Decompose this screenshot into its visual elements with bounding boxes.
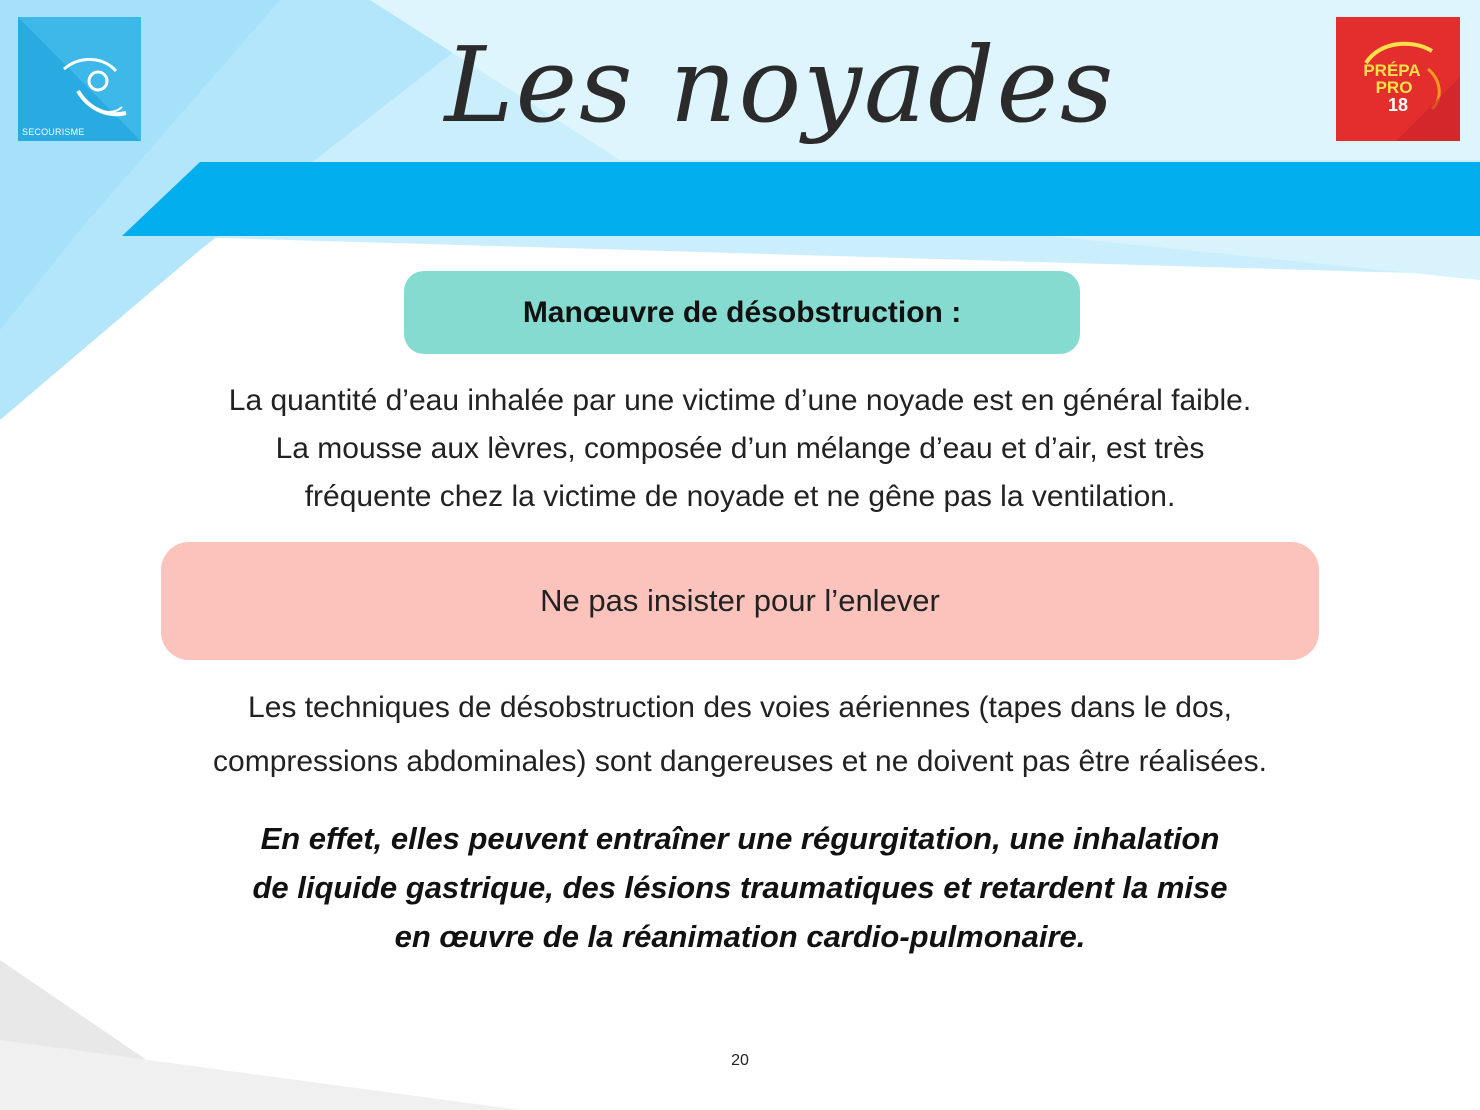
paragraph-2-line: compressions abdominales) sont dangereuses et ne doivent pas être réalisées.: [213, 745, 1267, 778]
paragraph-3-line: de liquide gastrique, des lésions traumatiques et retardent la mise: [252, 870, 1228, 905]
warning-note-box: [161, 542, 1319, 660]
paragraph-3-emphasis: [150, 814, 1330, 961]
secourisme-label: SECOURISME: [22, 127, 85, 137]
paragraph-1-line: fréquente chez la victime de noyade et ne gêne pas la ventilation.: [304, 480, 1176, 513]
section-heading-box: [404, 271, 1080, 354]
logo-line-18: 18: [1387, 95, 1409, 115]
logo-line-pro: PRO: [1375, 78, 1413, 97]
slide-title: Les noyades: [444, 24, 1116, 146]
page-number: 20: [731, 1052, 749, 1069]
logo-line-prepa: PRÉPA: [1363, 61, 1421, 80]
paragraph-3-line: en œuvre de la réanimation cardio-pulmonaire.: [394, 919, 1086, 954]
paragraph-2: [150, 681, 1330, 789]
paragraph-1-line: La quantité d’eau inhalée par une victime d’une noyade est en général faible.: [228, 384, 1252, 417]
paragraph-1-line: La mousse aux lèvres, composée d’un mélange d’eau et d’air, est très: [275, 432, 1205, 465]
warning-note: Ne pas insister pour l’enlever: [540, 583, 940, 618]
paragraph-2-line: Les techniques de désobstruction des voies aériennes (tapes dans le dos,: [248, 691, 1232, 724]
paragraph-3-line: En effet, elles peuvent entraîner une régurgitation, une inhalation: [260, 821, 1220, 856]
section-heading: Manœuvre de désobstruction :: [522, 295, 962, 329]
paragraph-1: [150, 377, 1330, 521]
